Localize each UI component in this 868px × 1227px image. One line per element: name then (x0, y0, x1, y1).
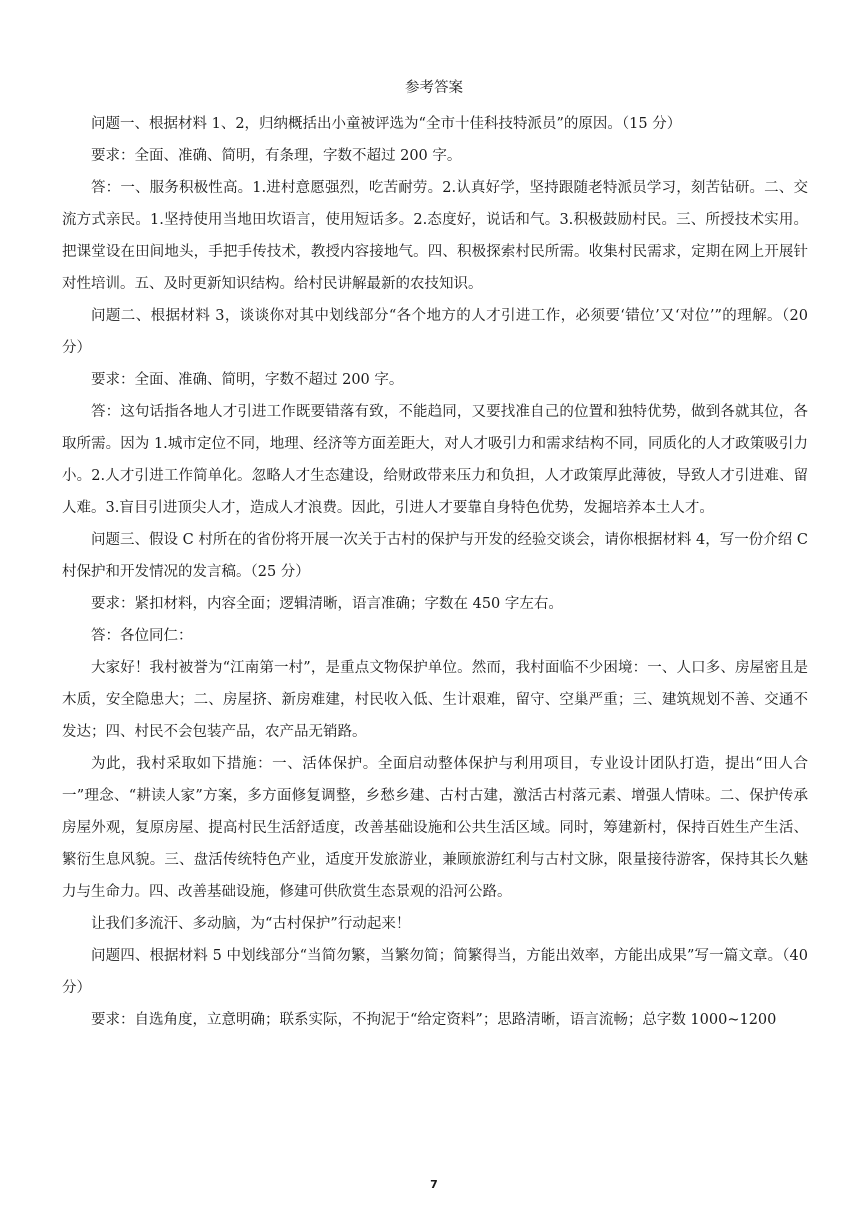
question-1-answer: 答：一、服务积极性高。1.进村意愿强烈，吃苦耐劳。2.认真好学，坚持跟随老特派员学习，刻苦钻研。二、交流方式亲民。1.坚持使用当地田坎语言，使用短话多。2.态度好，说话和气。3.积极鼓励村民。三、所授技术实用。把课堂设在田间地头，手把手传技术，教授内容接地气。四、积极探索村民所需。收集村民需求，定期在网上开展针对性培训。五、及时更新知识结构。给村民讲解最新的农技知识。 (62, 180, 808, 292)
question-3-requirements: 要求：紧扣材料，内容全面；逻辑清晰，语言准确；字数在 450 字左右。 (91, 596, 563, 612)
question-3-answer-situation: 大家好！我村被誉为“江南第一村”，是重点文物保护单位。然而，我村面临不少困境：一、人口多、房屋密且是木质，安全隐患大；二、房屋挤、新房难建，村民收入低、生计艰难，留守、空巢严重；三、建筑规划不善、交通不发达；四、村民不会包装产品，农产品无销路。 (62, 660, 808, 740)
page-number: 7 (430, 1178, 438, 1191)
question-2-requirements: 要求：全面、准确、简明，字数不超过 200 字。 (91, 372, 404, 388)
question-1-requirements: 要求：全面、准确、简明，有条理，字数不超过 200 字。 (91, 148, 462, 164)
question-3-answer-measures: 为此，我村采取如下措施：一、活体保护。全面启动整体保护与利用项目，专业设计团队打造，提出“田人合一”理念、“耕读人家”方案，多方面修复调整，乡愁乡建、古村古建，激活古村落元素、增强人情味。二、保护传承房屋外观，复原房屋、提高村民生活舒适度，改善基础设施和公共生活区域。同时，筹建新村，保持百姓生产生活、繁衍生息风貌。三、盘活传统特色产业，适度开发旅游业，兼顾旅游红利与古村文脉，限量接待游客，保持其长久魅力与生命力。四、改善基础设施，修建可供欣赏生态景观的沿河公路。 (62, 756, 808, 900)
question-4-requirements: 要求：自选角度，立意明确；联系实际，不拘泥于“给定资料”；思路清晰，语言流畅；总字数 1000~1200 (91, 1012, 777, 1028)
question-2-prompt: 问题二、根据材料 3，谈谈你对其中划线部分“各个地方的人才引进工作，必须要‘错位’又‘对位’”的理解。（20 分） (62, 308, 808, 356)
question-2-answer: 答：这句话指各地人才引进工作既要错落有致，不能趋同，又要找准自己的位置和独特优势，做到各就其位，各取所需。因为 1.城市定位不同，地理、经济等方面差距大，对人才吸引力和需求结构不同，同质化的人才政策吸引力小。2.人才引进工作简单化。忽略人才生态建设，给财政带来压力和负担，人才政策厚此薄彼，导致人才引进难、留人难。3.盲目引进顶尖人才，造成人才浪费。因此，引进人才要靠自身特色优势，发掘培养本土人才。 (62, 404, 808, 516)
page-title: 参考答案 (405, 80, 463, 96)
question-3-answer-salutation: 答：各位同仁： (91, 628, 193, 644)
document-body (62, 108, 808, 1036)
question-1-prompt: 问题一、根据材料 1、2，归纳概括出小童被评选为“全市十佳科技特派员”的原因。（15 分） (91, 116, 682, 132)
question-3-answer-closing: 让我们多流汗、多动脑，为“古村保护”行动起来！ (91, 916, 411, 932)
question-3-prompt: 问题三、假设 C 村所在的省份将开展一次关于古村的保护与开发的经验交谈会，请你根据材料 4，写一份介绍 C 村保护和开发情况的发言稿。（25 分） (62, 532, 808, 580)
question-4-prompt: 问题四、根据材料 5 中划线部分“当简勿繁，当繁勿简；简繁得当，方能出效率，方能出成果”写一篇文章。（40 分） (62, 948, 808, 996)
